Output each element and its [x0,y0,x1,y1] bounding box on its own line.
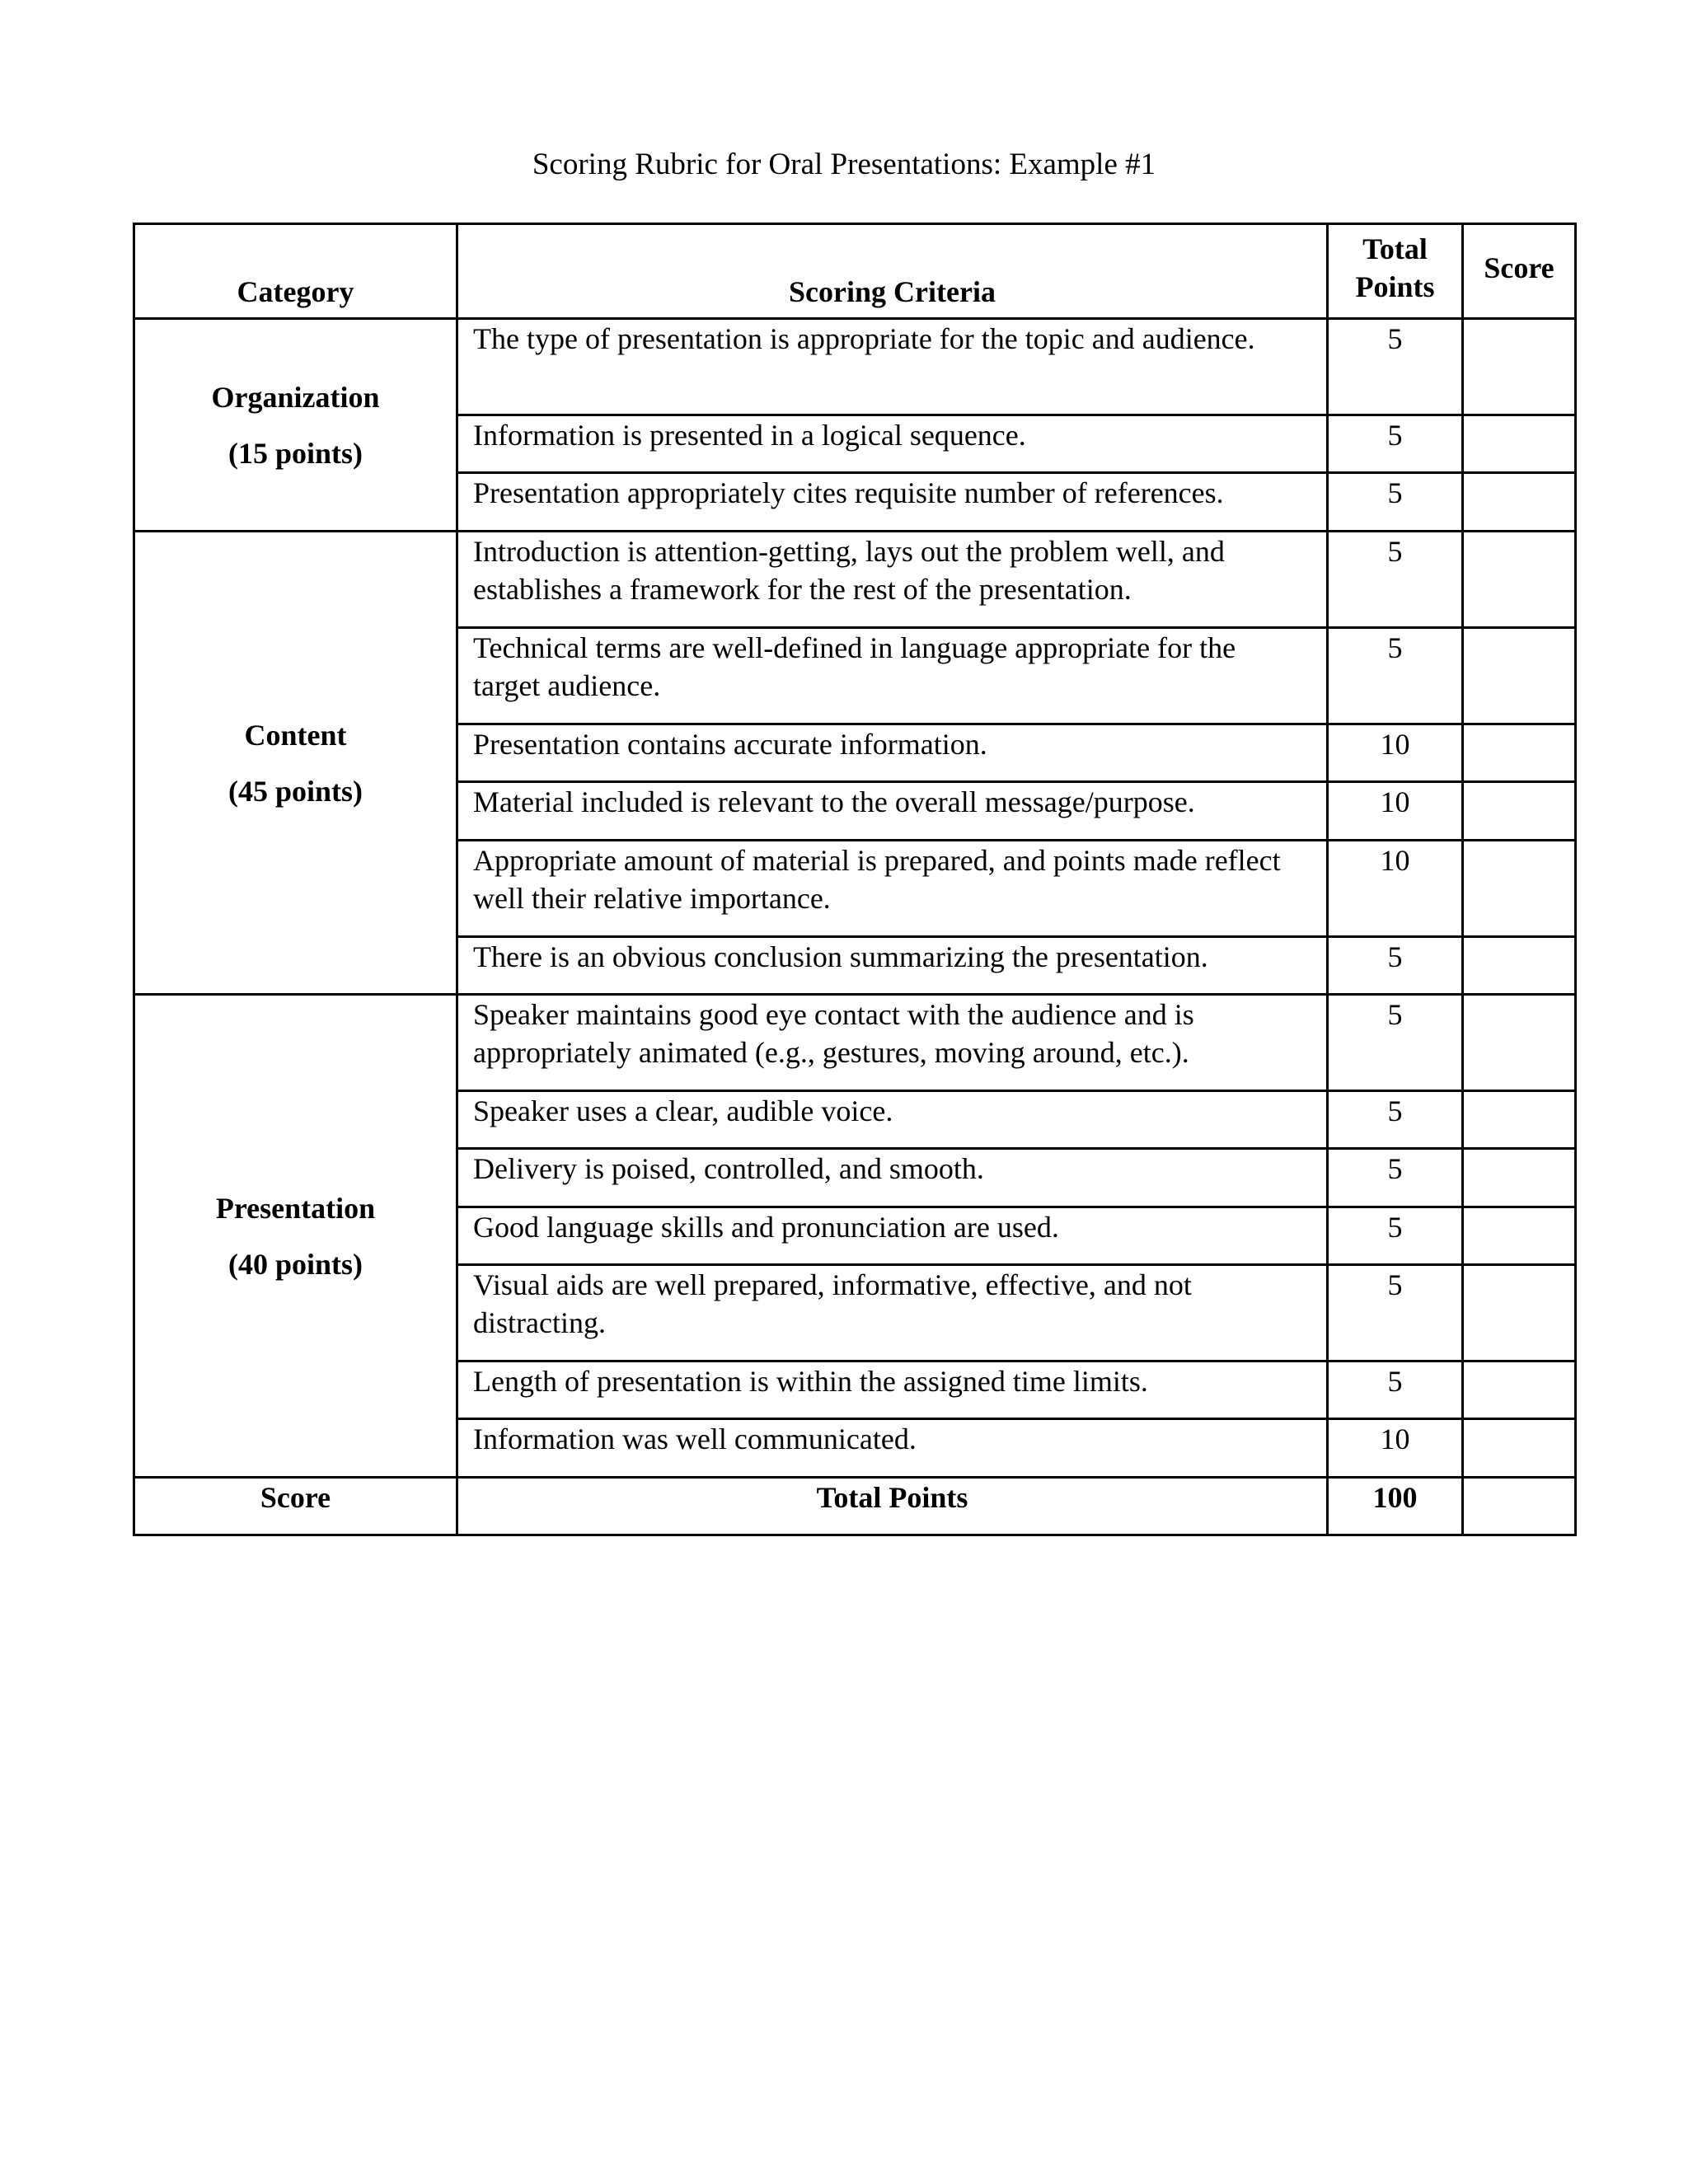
criteria-cell: Presentation appropriately cites requisite number of references. [457,473,1328,532]
header-total-points-line2: Points [1355,270,1435,303]
table-row [134,319,1576,415]
score-cell[interactable] [1463,1419,1576,1478]
category-points: (40 points) [227,1247,363,1281]
points-cell: 5 [1328,1207,1463,1265]
header-row [134,224,1576,319]
header-total-points-line1: Total [1362,232,1428,265]
criteria-cell: There is an obvious conclusion summarizing the presentation. [457,937,1328,995]
criteria-cell: Information was well communicated. [457,1419,1328,1478]
criteria-cell: Good language skills and pronunciation are used. [457,1207,1328,1265]
criteria-cell: Presentation contains accurate information. [457,724,1328,782]
category-name: Organization [211,380,380,414]
score-cell[interactable] [1463,473,1576,532]
score-cell[interactable] [1463,937,1576,995]
score-cell[interactable] [1463,1149,1576,1207]
category-cell-presentation [134,995,457,1478]
category-cell-organization [134,319,457,532]
criteria-cell: Appropriate amount of material is prepared, and points made reflect well their relative importance. [457,841,1328,937]
rubric-table [133,223,1577,1536]
header-total-points [1328,224,1463,319]
points-cell: 10 [1328,724,1463,782]
score-cell[interactable] [1463,532,1576,628]
criteria-cell: Length of presentation is within the assigned time limits. [457,1361,1328,1419]
criteria-cell: Speaker uses a clear, audible voice. [457,1091,1328,1149]
points-cell: 5 [1328,1091,1463,1149]
points-cell: 10 [1328,841,1463,937]
points-cell: 5 [1328,532,1463,628]
score-cell[interactable] [1463,415,1576,473]
points-cell: 5 [1328,1361,1463,1419]
score-cell[interactable] [1463,1361,1576,1419]
table-row [134,995,1576,1091]
criteria-cell: Delivery is poised, controlled, and smooth. [457,1149,1328,1207]
criteria-cell: Material included is relevant to the overall message/purpose. [457,782,1328,841]
criteria-cell: The type of presentation is appropriate for the topic and audience. [457,319,1328,415]
score-cell[interactable] [1463,1265,1576,1361]
score-cell[interactable] [1463,1091,1576,1149]
score-cell[interactable] [1463,724,1576,782]
points-cell: 5 [1328,1149,1463,1207]
points-cell: 5 [1328,473,1463,532]
criteria-cell: Speaker maintains good eye contact with the audience and is appropriately animated (e.g., gestures, moving around, etc.). [457,995,1328,1091]
points-cell: 10 [1328,782,1463,841]
points-cell: 5 [1328,319,1463,415]
criteria-cell: Introduction is attention-getting, lays out the problem well, and establishes a framework for the rest of the presentation. [457,532,1328,628]
category-cell-content [134,532,457,995]
table-row [134,532,1576,628]
score-cell[interactable] [1463,1207,1576,1265]
score-cell[interactable] [1463,995,1576,1091]
category-name: Presentation [215,1191,376,1225]
header-category: Category [134,224,457,319]
total-row [134,1478,1576,1535]
points-cell: 10 [1328,1419,1463,1478]
page-title: Scoring Rubric for Oral Presentations: Example #1 [532,148,1156,181]
points-cell: 5 [1328,995,1463,1091]
criteria-cell: Visual aids are well prepared, informative, effective, and not distracting. [457,1265,1328,1361]
category-points: (45 points) [227,774,363,808]
header-scoring-criteria: Scoring Criteria [457,224,1328,319]
score-cell[interactable] [1463,841,1576,937]
criteria-cell: Information is presented in a logical sequence. [457,415,1328,473]
category-points: (15 points) [227,436,363,470]
criteria-cell: Technical terms are well-defined in language appropriate for the target audience. [457,628,1328,724]
footer-total-points-label: Total Points [457,1478,1328,1535]
points-cell: 5 [1328,1265,1463,1361]
points-cell: 5 [1328,628,1463,724]
score-cell[interactable] [1463,319,1576,415]
category-name: Content [244,718,347,752]
score-cell[interactable] [1463,628,1576,724]
footer-score-label: Score [134,1478,457,1535]
header-score: Score [1463,224,1576,319]
points-cell: 5 [1328,937,1463,995]
footer-score-value[interactable] [1463,1478,1576,1535]
score-cell[interactable] [1463,782,1576,841]
footer-total-points-value: 100 [1328,1478,1463,1535]
points-cell: 5 [1328,415,1463,473]
